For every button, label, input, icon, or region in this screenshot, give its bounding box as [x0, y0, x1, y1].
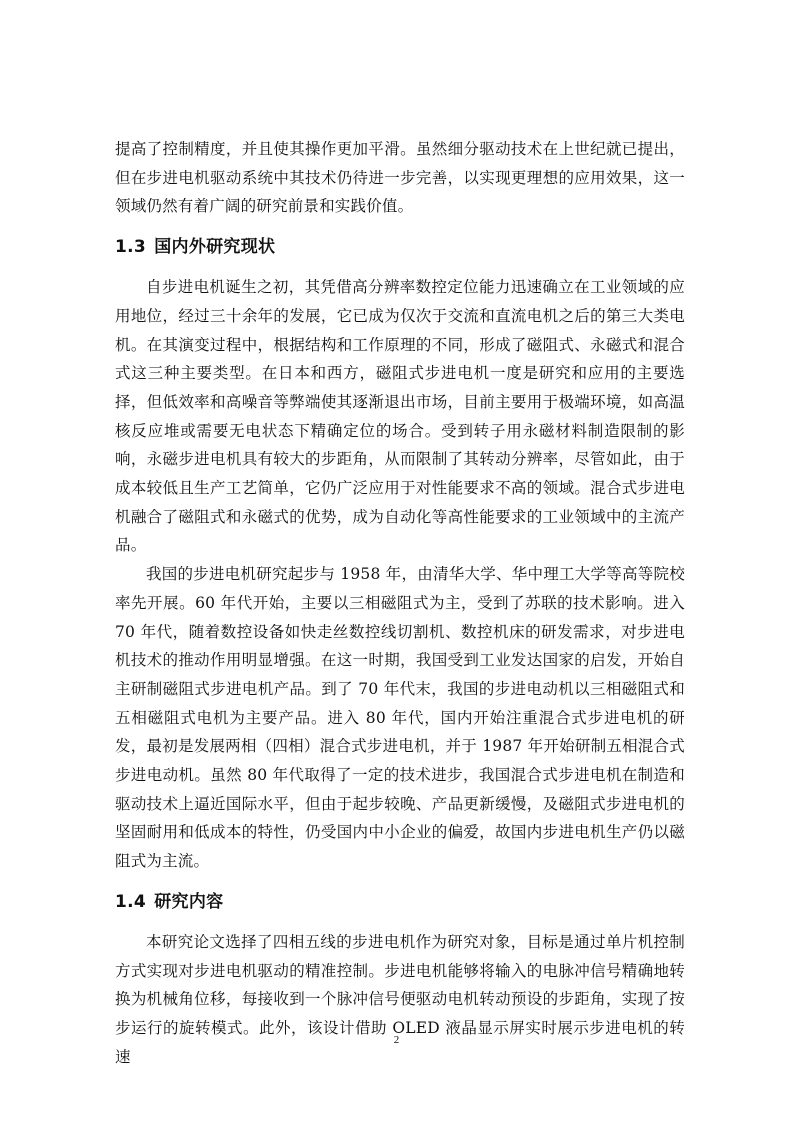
section-heading-research-status: [115, 232, 685, 262]
section-number: 1.4: [115, 891, 147, 912]
intro-paragraph: 提高了控制精度，并且使其操作更加平滑。虽然细分驱动技术在上世纪就已提出，但在步进电机驱动系统中其技术仍待进一步完善，以实现更理想的应用效果，这一领域仍然有着广阔的研究前景和实践价值。: [115, 140, 685, 216]
page-number: 2: [393, 1034, 400, 1046]
body-paragraph: 自步进电机诞生之初，其凭借高分辨率数控定位能力迅速确立在工业领域的应用地位，经过三十余年的发展，它已成为仅次于交流和直流电机之后的第三大类电机。在其演变过程中，根据结构和工作原理的不同，形成了磁阻式、永磁式和混合式这三种主要类型。在日本和西方，磁阻式步进电机一度是研究和应用的主要选择，但低效率和高噪音等弊端使其逐渐退出市场，目前主要用于极端环境，如高温核反应堆或需要无电状态下精确定位的场合。受到转子用永磁材料制造限制的影响，永磁步进电机具有较大的步距角，从而限制了其转动分辨率，尽管如此，由于成本较低且生产工艺简单，它仍广泛应用于对性能要求不高的领域。混合式步进电机融合了磁阻式和永磁式的优势，成为自动化等高性能要求的工业领域中的主流产品。: [115, 278, 685, 555]
section-title: 研究内容: [154, 891, 224, 912]
page-body: [115, 135, 685, 1071]
body-paragraph: 本研究论文选择了四相五线的步进电机作为研究对象，目标是通过单片机控制方式实现对步进电机驱动的精准控制。步进电机能够将输入的电脉冲信号精确地转换为机械角位移，每接收到一个脉冲信号便驱动电机转动预设的步距角，实现了按步运行的旋转模式。此外，该设计借助 OLED 液晶显示屏实时展示步进电机的转速: [115, 932, 685, 1066]
body-paragraph: 我国的步进电机研究起步与 1958 年，由清华大学、华中理工大学等高等院校率先开展。60 年代开始，主要以三相磁阻式为主，受到了苏联的技术影响。进入 70 年代，随着数控设备如快走丝数控线切割机、数控机床的研发需求，对步进电机技术的推动作用明显增强。在这一时期，我国受到工业发达国家的启发，开始自主研制磁阻式步进电机产品。到了 70 年代末，我国的步进电动机以三相磁阻式和五相磁阻式电机为主要产品。进入 80 年代，国内开始注重混合式步进电机的研发，最初是发展两相（四相）混合式步进电机，并于 1987 年开始研制五相混合式步进电动机。虽然 80 年代取得了一定的技术进步，我国混合式步进电机在制造和驱动技术上逼近国际水平，但由于起步较晚、产品更新缓慢，及磁阻式步进电机的坚固耐用和低成本的特性，仍受国内中小企业的偏爱，故国内步进电机生产仍以磁阻式为主流。: [115, 565, 685, 871]
section-number: 1.3: [115, 237, 147, 258]
section-title: 国内外研究现状: [154, 237, 276, 258]
section-heading-research-content: [115, 887, 685, 917]
